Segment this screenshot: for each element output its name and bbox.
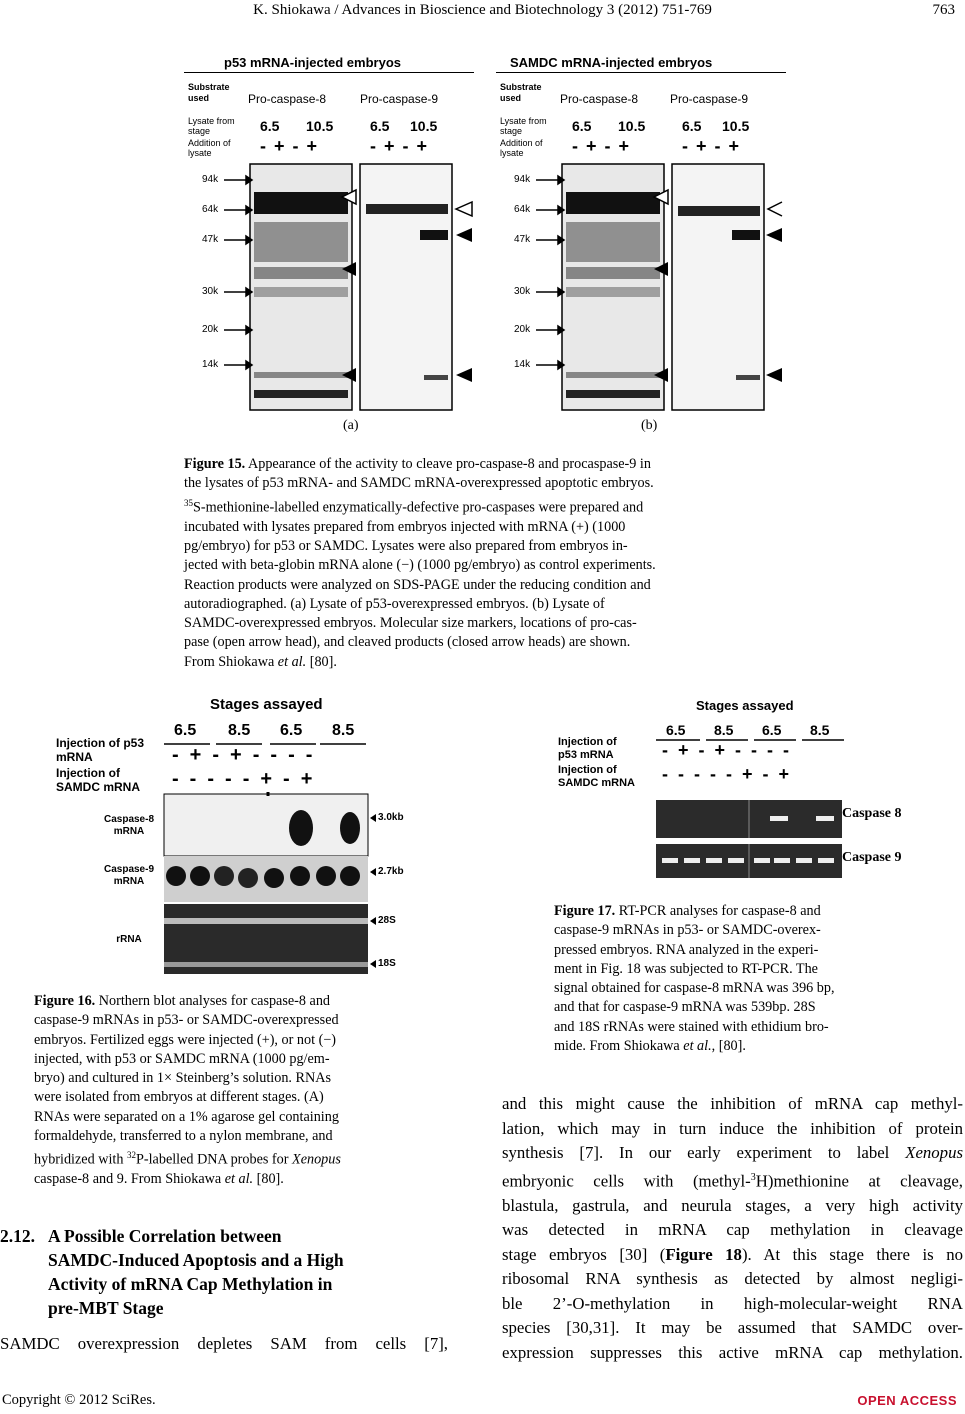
stage-6.5: 6.5 xyxy=(572,118,592,134)
sub2-label: Pro-caspase-9 xyxy=(670,92,749,106)
sign: + xyxy=(678,740,699,760)
row-label-caspase8: Caspase 8 xyxy=(842,806,902,821)
sign: - xyxy=(172,744,190,766)
marker-47k: 47k xyxy=(514,234,531,245)
sign: - xyxy=(710,764,726,784)
page-number: 763 xyxy=(932,2,955,18)
substrate-label: Substrate used xyxy=(188,82,230,103)
heading-line: SAMDC-Induced Apoptosis and a High xyxy=(48,1250,344,1270)
figure16-caption xyxy=(34,992,430,1190)
caption-line: SAMDC-overexpressed embryos. Molecular size markers, locations of pro-cas- xyxy=(184,615,637,632)
stage-6.5: 6.5 xyxy=(682,118,702,134)
figure15-panel-b-image xyxy=(496,52,786,412)
marker-94k: 94k xyxy=(202,174,219,185)
caption-text: [80]. xyxy=(306,653,337,670)
substrate-label: Substrate used xyxy=(500,82,542,103)
marker-20k: 20k xyxy=(202,324,219,335)
sign: - xyxy=(698,740,715,760)
caption-line: injected, with p53 or SAMDC mRNA (1000 pg/em- xyxy=(34,1050,330,1067)
sign: + xyxy=(586,136,605,156)
text-span: stage embryos [30] ( xyxy=(502,1244,666,1264)
sign: - xyxy=(762,764,779,784)
caption-italic: et al. xyxy=(277,653,307,670)
sign-row xyxy=(682,136,747,157)
caption-line: ment in Fig. 18 was subjected to RT-PCR. The xyxy=(554,960,818,977)
sign: - xyxy=(735,740,752,760)
sign: + xyxy=(714,740,736,760)
left-paragraph: SAMDC overexpression depletes SAM from cells [7], xyxy=(0,1334,448,1353)
stage-10.5: 10.5 xyxy=(722,118,750,134)
text-italic: Xenopus xyxy=(905,1143,963,1162)
figure17-caption xyxy=(554,902,912,1056)
stage-label: 6.5 xyxy=(280,722,303,739)
text-line xyxy=(502,1243,963,1268)
p53-sign-row xyxy=(662,740,799,761)
addition-label: Addition of lysate xyxy=(188,138,231,158)
right-column-text xyxy=(502,1092,963,1365)
stage-label: 6.5 xyxy=(174,722,197,739)
caption-text: From Shiokawa xyxy=(184,653,278,670)
divider xyxy=(184,72,474,73)
text-line: ble 2’-O-methylation in high-molecular-weight RNA xyxy=(502,1293,963,1313)
caption-line: pase (open arrow head), and cleaved products (closed arrow heads) are shown. xyxy=(184,634,631,651)
row-label-caspase9: Caspase 9 xyxy=(842,850,902,865)
stages-title: Stages assayed xyxy=(210,696,323,713)
caption-text: [80]. xyxy=(253,1171,284,1188)
sign: - xyxy=(783,740,800,760)
samdc-sign-row xyxy=(172,768,323,791)
marker-47k: 47k xyxy=(202,234,219,245)
text-line: and this might cause the inhibition of mRNA cap methyl- xyxy=(502,1094,963,1113)
panel-b-title: SAMDC mRNA-injected embryos xyxy=(510,55,713,70)
marker-64k: 64k xyxy=(514,204,531,215)
injection-p53-label: Injection of p53 mRNA xyxy=(558,736,617,761)
sign: + xyxy=(230,744,253,766)
open-access-badge[interactable]: OPEN ACCESS xyxy=(857,1393,957,1408)
caption-text: S-methionine-labelled enzymatically-defective pro-caspases were prepared and xyxy=(193,499,644,516)
injection-p53-label: Injection of p53 mRNA xyxy=(56,736,145,764)
caption-line: and that for caspase-9 mRNA was 539bp. 28S xyxy=(554,999,816,1016)
caption-line xyxy=(554,1037,912,1056)
figure16 xyxy=(52,692,432,982)
panel-b-label: (b) xyxy=(641,418,658,433)
row-label-caspase8: Caspase-8 mRNA xyxy=(103,814,155,837)
stage-6.5: 6.5 xyxy=(260,118,280,134)
stage-10.5: 10.5 xyxy=(618,118,646,134)
figure17 xyxy=(556,696,916,880)
addition-label: Addition of lysate xyxy=(500,138,543,158)
text-span: synthesis [7]. In our early experiment to label xyxy=(502,1143,906,1162)
figure15-panel-b xyxy=(496,52,786,412)
text-line: was detected in mRNA cap methylation in cleavage xyxy=(502,1220,963,1240)
superscript: 35 xyxy=(184,497,193,508)
text-span: ). At this stage there is no xyxy=(741,1244,963,1264)
sign: - xyxy=(370,136,384,156)
caption-text: caspase-8 and 9. From Shiokawa xyxy=(34,1171,225,1188)
caption-text: hybridized with xyxy=(34,1152,127,1169)
lysate-label: Lysate from stage xyxy=(500,116,547,136)
size-label: 3.0kb xyxy=(378,812,404,823)
caption-line: autoradiographed. (a) Lysate of p53-overexpressed embryos. (b) Lysate of xyxy=(184,595,605,612)
figure-label: Figure 15. xyxy=(184,456,246,472)
sign: - xyxy=(292,136,307,156)
sign: + xyxy=(300,768,324,790)
section-heading xyxy=(0,1224,460,1320)
caption-line: Reaction products were analyzed on SDS-PAGE under the reducing condition and xyxy=(184,576,651,593)
caption-line: bryo) and cultured in 1× Steinberg’s solution. RNAs xyxy=(34,1070,331,1087)
sign: + xyxy=(274,136,293,156)
injection-samdc-label: Injection of SAMDC mRNA xyxy=(56,766,140,794)
sign: + xyxy=(728,136,748,156)
caption-line: formaldehyde, transferred to a nylon membrane, and xyxy=(34,1128,333,1145)
figure15-panel-a-image xyxy=(184,52,474,412)
sign: + xyxy=(306,136,326,156)
stage-10.5: 10.5 xyxy=(410,118,438,134)
caption-line: incubated with lysates prepared from embryos injected with mRNA (+) (1000 xyxy=(184,518,626,535)
sign: - xyxy=(662,764,678,784)
marker-30k: 30k xyxy=(514,286,531,297)
text-line: ribosomal RNA synthesis as detected by almost negligi- xyxy=(502,1269,963,1289)
caption-line: were isolated from embryos at different stages. (A) xyxy=(34,1089,324,1106)
running-title: K. Shiokawa / Advances in Bioscience and Biotechnology 3 (2012) 751-769 xyxy=(253,2,712,18)
panel-a-title: p53 mRNA-injected embryos xyxy=(224,55,401,70)
sign: - xyxy=(288,744,306,766)
stage-label: 8.5 xyxy=(228,722,251,739)
sign: + xyxy=(696,136,715,156)
sign: - xyxy=(252,744,271,766)
sign: - xyxy=(270,744,289,766)
sign: - xyxy=(402,136,417,156)
caption-line: caspase-9 mRNAs in p53- or SAMDC-overexpressed xyxy=(34,1012,339,1029)
sign: - xyxy=(572,136,586,156)
caption-line xyxy=(34,1170,430,1189)
sign: - xyxy=(207,768,226,790)
caption-italic: et al. xyxy=(683,1038,712,1055)
sign: - xyxy=(726,764,742,784)
caption-italic: Xenopus xyxy=(292,1152,341,1169)
sub1-label: Pro-caspase-8 xyxy=(560,92,639,106)
caption-line xyxy=(34,1146,430,1170)
caption-line: pressed embryos. RNA analyzed in the experi- xyxy=(554,941,819,958)
text-line xyxy=(502,1141,963,1166)
stage-label: 8.5 xyxy=(714,722,734,738)
text-line: species [30,31]. It may be assumed that SAMDC over- xyxy=(502,1318,963,1338)
caption-line: RNAs were separated on a 1% agarose gel containing xyxy=(34,1108,339,1125)
row-label-rrna: rRNA xyxy=(116,934,142,945)
caption-line xyxy=(184,653,784,672)
stage-10.5: 10.5 xyxy=(306,118,334,134)
caption-text: RT-PCR analyses for caspase-8 and xyxy=(615,903,821,919)
row-label-caspase9: Caspase-9 mRNA xyxy=(103,864,155,887)
stages-title: Stages assayed xyxy=(696,698,794,713)
sign: + xyxy=(260,768,284,790)
text-line: blastula, gastrula, and neurula stages, a very high activity xyxy=(502,1195,963,1215)
sign: - xyxy=(751,740,768,760)
caption-text: , [80]. xyxy=(711,1038,746,1055)
text-line: expression suppresses this active mRNA cap methylation. xyxy=(502,1342,963,1362)
sign: - xyxy=(714,136,729,156)
heading-line: pre-MBT Stage xyxy=(48,1298,164,1318)
caption-line: caspase-9 mRNAs in p53- or SAMDC-overex- xyxy=(554,922,821,939)
text-line: lation, which may in turn induce the inhibition of protein xyxy=(502,1118,963,1138)
sub1-label: Pro-caspase-8 xyxy=(248,92,327,106)
marker-64k: 64k xyxy=(202,204,219,215)
stage-label: 6.5 xyxy=(666,722,686,738)
caption-line xyxy=(554,902,912,921)
caption-line xyxy=(184,455,784,474)
caption-line: signal obtained for caspase-8 mRNA was 396 bp, xyxy=(554,980,835,997)
sign: - xyxy=(189,768,208,790)
marker-30k: 30k xyxy=(202,286,219,297)
heading-text: A Possible Correlation between xyxy=(48,1226,282,1246)
caption-italic: et al. xyxy=(224,1171,254,1188)
caption-text: mide. From Shiokawa xyxy=(554,1038,684,1055)
sign: + xyxy=(778,764,800,784)
heading-line xyxy=(0,1224,460,1248)
sign: - xyxy=(694,764,710,784)
superscript: 3 xyxy=(750,1171,756,1183)
text-span: embryonic cells with (methyl- xyxy=(502,1171,751,1191)
marker-20k: 20k xyxy=(514,324,531,335)
text-span: H)methionine at cleavage, xyxy=(755,1171,963,1191)
figure-label: Figure 16. xyxy=(34,993,96,1009)
size-label: 2.7kb xyxy=(378,866,404,877)
caption-line: and 18S rRNAs were stained with ethidium bro- xyxy=(554,1018,829,1035)
figure15-caption xyxy=(184,455,784,672)
sign: + xyxy=(742,764,763,784)
text-line xyxy=(502,1166,963,1194)
sign: - xyxy=(678,764,694,784)
caption-line: pg/embryo) for p53 or SAMDC. Lysates were also prepared from embryos in- xyxy=(184,537,628,554)
sign: - xyxy=(212,744,231,766)
sign-row xyxy=(572,136,637,157)
size-label: 18S xyxy=(378,958,396,969)
stage-label: 8.5 xyxy=(332,722,355,739)
stage-label: 6.5 xyxy=(762,722,782,738)
sign-row xyxy=(260,136,325,157)
sign: - xyxy=(305,744,324,766)
sign: - xyxy=(767,740,784,760)
stage-6.5: 6.5 xyxy=(370,118,390,134)
heading-line: Activity of mRNA Cap Methylation in xyxy=(48,1274,333,1294)
injection-samdc-label: Injection of SAMDC mRNA xyxy=(558,764,635,789)
sign: - xyxy=(242,768,261,790)
caption-line: embryos. Fertilized eggs were injected (+), or not (−) xyxy=(34,1031,337,1048)
lysate-label: Lysate from stage xyxy=(188,116,235,136)
sign: - xyxy=(662,740,678,760)
caption-line xyxy=(184,494,784,518)
copyright: Copyright © 2012 SciRes. xyxy=(2,1392,156,1408)
section-number: 2.12. xyxy=(0,1226,35,1246)
samdc-sign-row xyxy=(662,764,799,785)
sign: + xyxy=(618,136,638,156)
caption-line: the lysates of p53 mRNA- and SAMDC mRNA-overexpressed apoptotic embryos. xyxy=(184,475,654,492)
sign: - xyxy=(283,768,301,790)
caption-line: jected with beta-globin mRNA alone (−) (1000 pg/embryo) as control experiments. xyxy=(184,557,656,574)
sign: + xyxy=(416,136,436,156)
sign: - xyxy=(682,136,696,156)
caption-text: Northern blot analyses for caspase-8 and xyxy=(95,993,331,1009)
marker-14k: 14k xyxy=(202,359,219,370)
sign: + xyxy=(189,744,213,766)
figure15-panel-a xyxy=(184,52,474,412)
sign: - xyxy=(172,768,190,790)
figure-ref[interactable]: Figure 18 xyxy=(665,1244,742,1264)
size-label: 28S xyxy=(378,915,396,926)
p53-sign-row xyxy=(172,744,323,767)
divider xyxy=(496,72,786,73)
caption-text: P-labelled DNA probes for xyxy=(136,1152,293,1169)
marker-94k: 94k xyxy=(514,174,531,185)
figure-label: Figure 17. xyxy=(554,903,616,919)
marker-14k: 14k xyxy=(514,359,531,370)
sign: - xyxy=(225,768,243,790)
sign-row xyxy=(370,136,435,157)
panel-a-label: (a) xyxy=(343,418,359,433)
sign: - xyxy=(260,136,274,156)
caption-line xyxy=(34,992,430,1011)
sign: - xyxy=(604,136,619,156)
sign: + xyxy=(384,136,403,156)
sub2-label: Pro-caspase-9 xyxy=(360,92,439,106)
stage-label: 8.5 xyxy=(810,722,830,738)
superscript: 32 xyxy=(127,1150,136,1161)
caption-text: Appearance of the activity to cleave pro-caspase-8 and procaspase-9 in xyxy=(245,456,651,472)
